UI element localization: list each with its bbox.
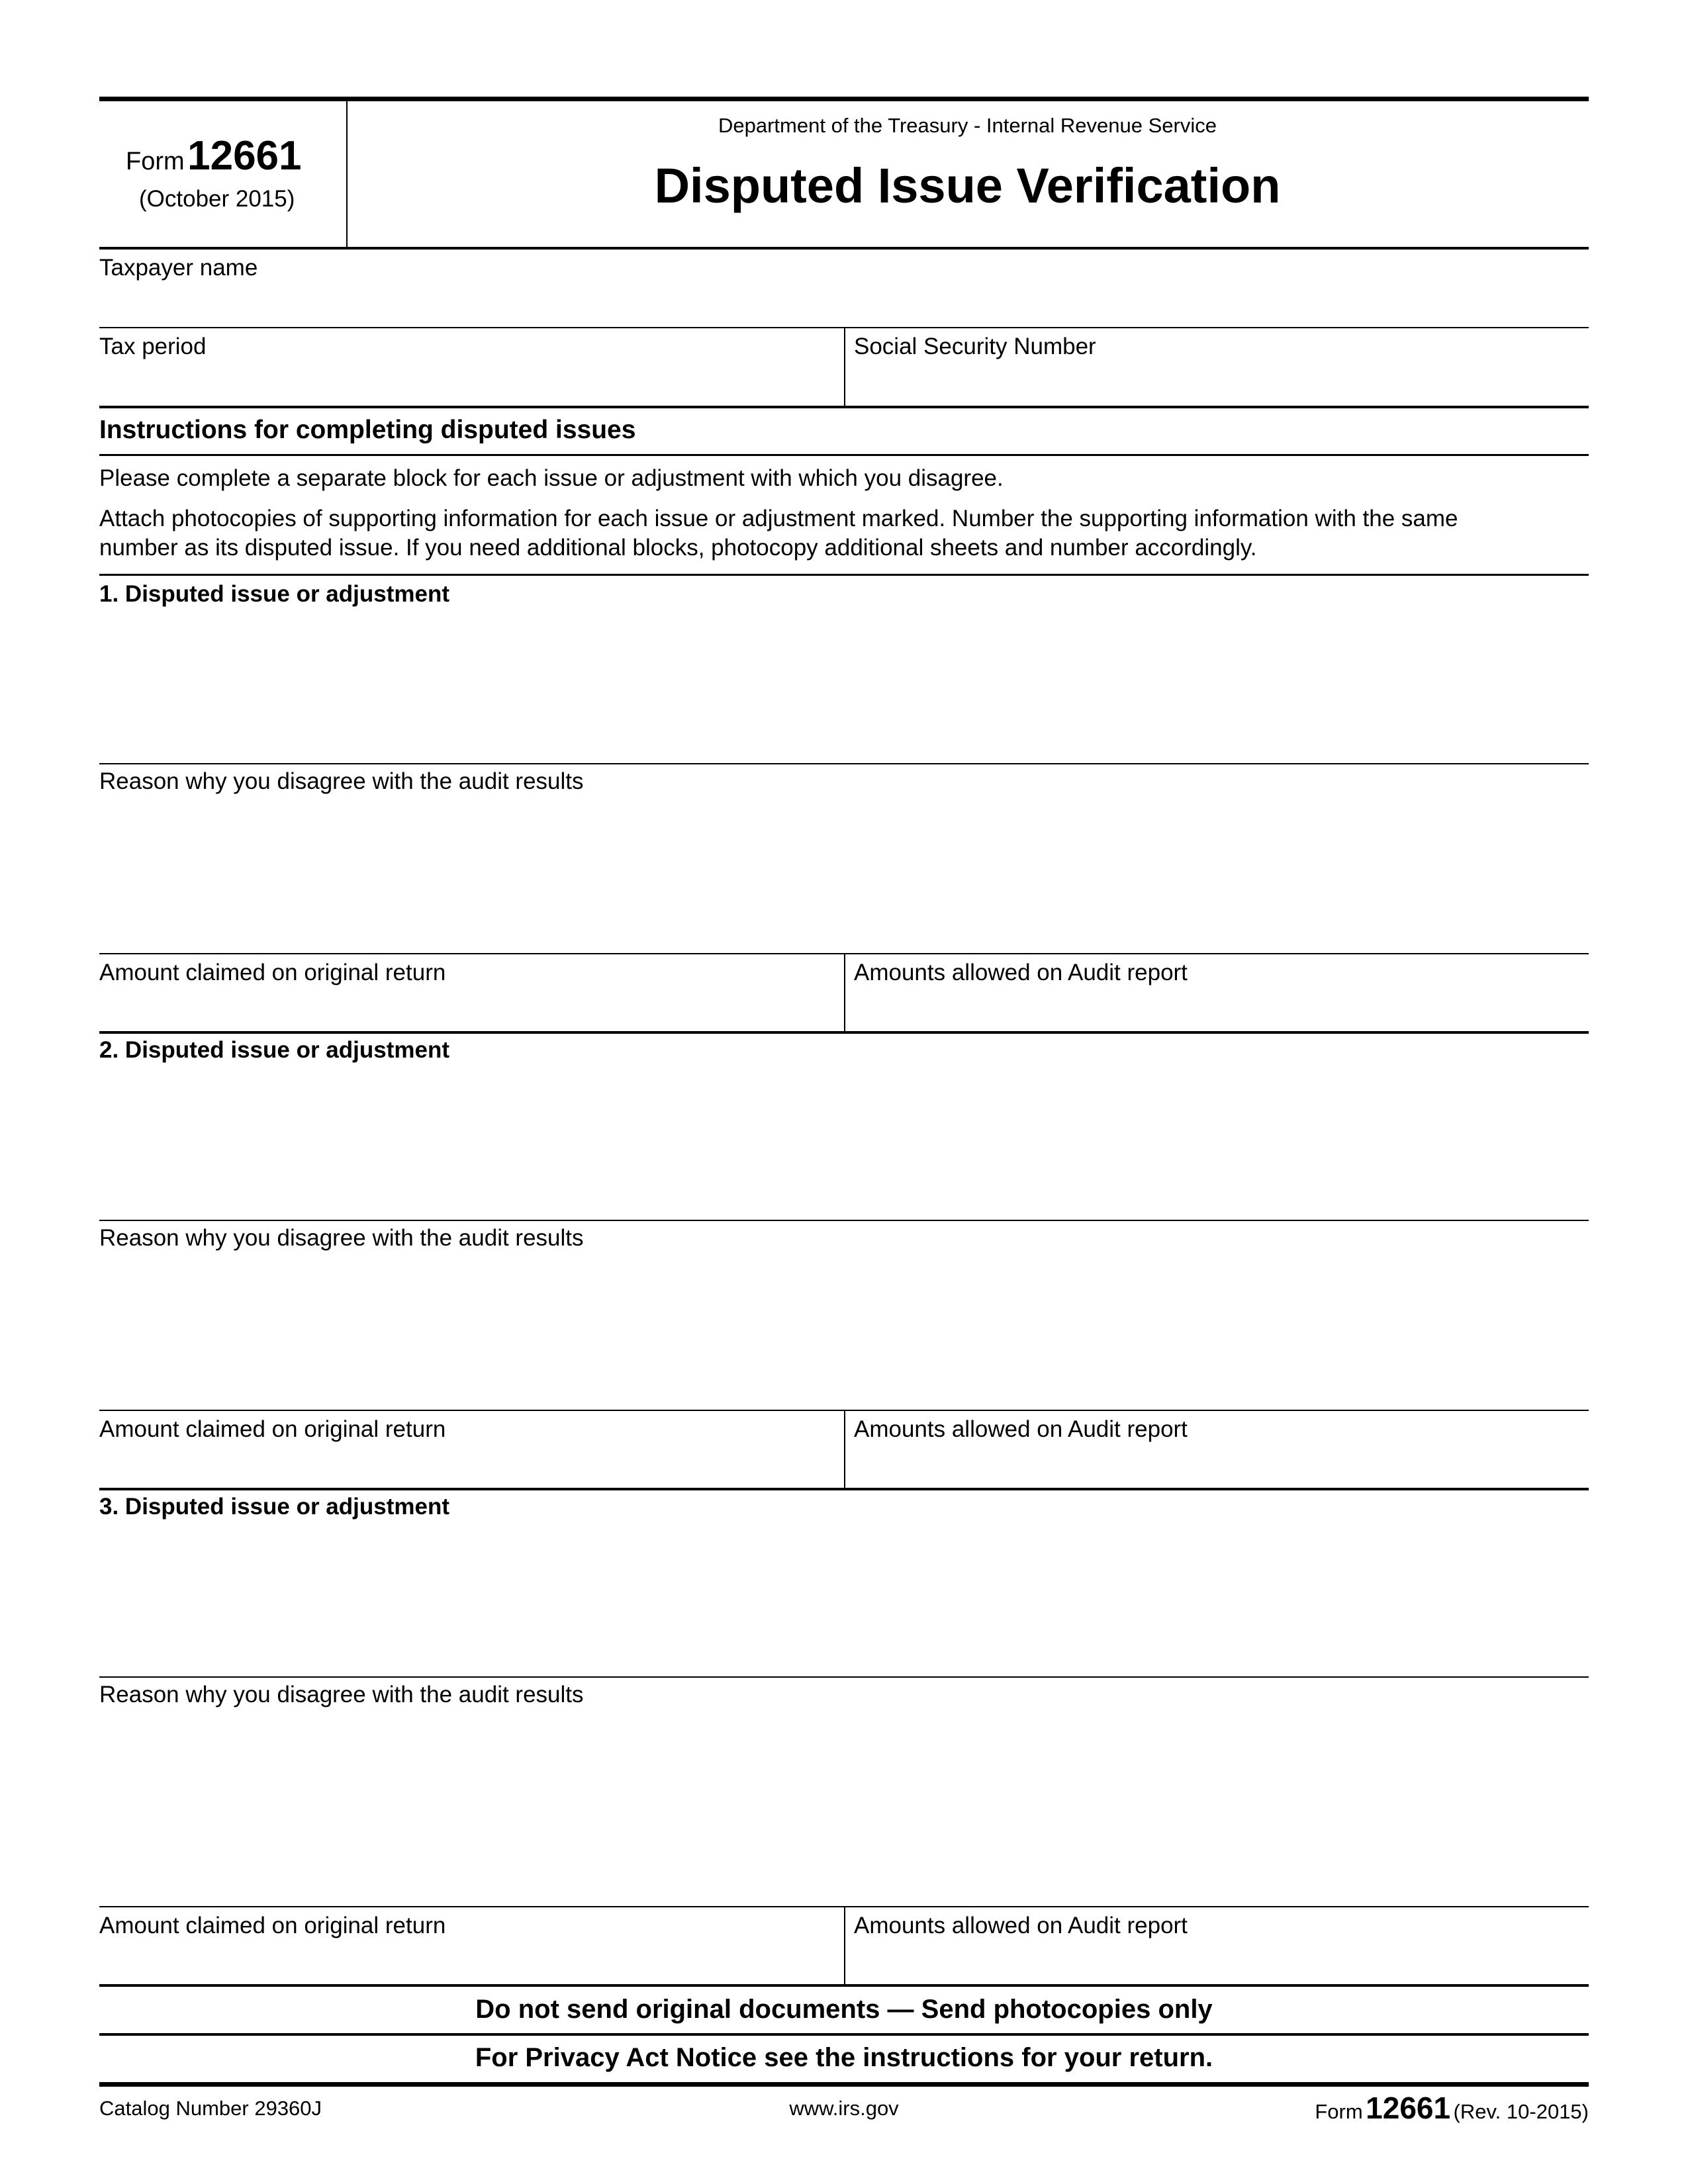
taxpayer-name-input[interactable] xyxy=(99,283,1589,326)
issue-2-rule xyxy=(99,1220,1589,1221)
form-number: 12661 xyxy=(187,133,302,179)
issue-1-heading: 1. Disputed issue or adjustment xyxy=(99,581,449,607)
issue-1-bottom-rule xyxy=(99,1031,1589,1034)
issue-1-rule xyxy=(99,763,1589,764)
footer-revision: (Rev. 10-2015) xyxy=(1453,2100,1589,2123)
ssn-label: Social Security Number xyxy=(854,334,1096,359)
footer-form-word: Form xyxy=(1315,2100,1363,2123)
issue-3-claimed-input[interactable] xyxy=(99,1942,841,1981)
taxpayer-name-label: Taxpayer name xyxy=(99,255,258,281)
ssn-input[interactable] xyxy=(851,363,1585,404)
instructions-heading: Instructions for completing disputed issues xyxy=(99,416,636,444)
instructions-heading-rule xyxy=(99,454,1589,456)
issue-3-reason-input[interactable] xyxy=(99,1711,1589,1903)
page-title: Disputed Issue Verification xyxy=(654,158,1281,213)
issue-3-amount-divider xyxy=(844,1907,845,1985)
footer-form-id xyxy=(1315,2090,1589,2126)
privacy-notice: For Privacy Act Notice see the instructions for your return. xyxy=(475,2043,1213,2072)
instructions-line-2a: Attach photocopies of supporting information for each issue or adjustment marked. Number the supporting information with the same xyxy=(99,506,1458,531)
instructions-bottom-rule xyxy=(99,574,1589,576)
header-bottom-rule xyxy=(99,247,1589,250)
taxpayer-bottom-rule xyxy=(99,406,1589,408)
issue-2-claimed-label: Amount claimed on original return xyxy=(99,1416,446,1442)
issue-2-allowed-label: Amounts allowed on Audit report xyxy=(854,1416,1188,1442)
issue-1-claimed-input[interactable] xyxy=(99,989,841,1028)
issue-2-heading: 2. Disputed issue or adjustment xyxy=(99,1037,449,1063)
issue-3-reason-label: Reason why you disagree with the audit results xyxy=(99,1682,584,1707)
footer-form-number: 12661 xyxy=(1366,2091,1451,2125)
top-rule xyxy=(99,97,1589,101)
issue-1-allowed-label: Amounts allowed on Audit report xyxy=(854,960,1188,985)
issue-1-allowed-input[interactable] xyxy=(851,989,1585,1028)
issue-1-amount-divider xyxy=(844,954,845,1032)
issue-2-reason-input[interactable] xyxy=(99,1254,1589,1406)
tax-period-label: Tax period xyxy=(99,334,207,359)
issue-1-input[interactable] xyxy=(99,610,1589,760)
issue-2-allowed-input[interactable] xyxy=(851,1445,1585,1485)
irs-website: www.irs.gov xyxy=(789,2097,899,2120)
agency-name: Department of the Treasury - Internal Revenue Service xyxy=(718,114,1217,137)
issue-2-bottom-rule xyxy=(99,1488,1589,1490)
tax-period-input[interactable] xyxy=(99,363,841,404)
originals-notice-rule xyxy=(99,2033,1589,2036)
instructions-line-2b: number as its disputed issue. If you need additional blocks, photocopy additional sheets and number accordingly. xyxy=(99,535,1257,561)
issue-2-claimed-input[interactable] xyxy=(99,1445,841,1485)
tax-period-divider xyxy=(844,328,845,406)
issue-2-input[interactable] xyxy=(99,1067,1589,1216)
form-id-block xyxy=(126,132,302,179)
issue-3-allowed-input[interactable] xyxy=(851,1942,1585,1981)
issue-3-allowed-label: Amounts allowed on Audit report xyxy=(854,1913,1188,1938)
issue-2-amount-divider xyxy=(844,1411,845,1489)
originals-notice: Do not send original documents — Send photocopies only xyxy=(475,1995,1213,2024)
form-edition: (October 2015) xyxy=(139,186,295,212)
issue-3-heading: 3. Disputed issue or adjustment xyxy=(99,1494,449,1520)
instructions-line-1: Please complete a separate block for each issue or adjustment with which you disagree. xyxy=(99,465,1004,491)
privacy-notice-rule xyxy=(99,2082,1589,2087)
issue-1-reason-input[interactable] xyxy=(99,797,1589,950)
issue-3-claimed-label: Amount claimed on original return xyxy=(99,1913,446,1938)
issue-2-reason-label: Reason why you disagree with the audit results xyxy=(99,1225,584,1251)
issue-3-rule xyxy=(99,1676,1589,1678)
issue-3-bottom-rule xyxy=(99,1984,1589,1987)
issue-1-claimed-label: Amount claimed on original return xyxy=(99,960,446,985)
catalog-number: Catalog Number 29360J xyxy=(99,2097,322,2120)
form-word: Form xyxy=(126,148,185,175)
issue-3-input[interactable] xyxy=(99,1524,1589,1673)
issue-1-reason-label: Reason why you disagree with the audit results xyxy=(99,768,584,794)
